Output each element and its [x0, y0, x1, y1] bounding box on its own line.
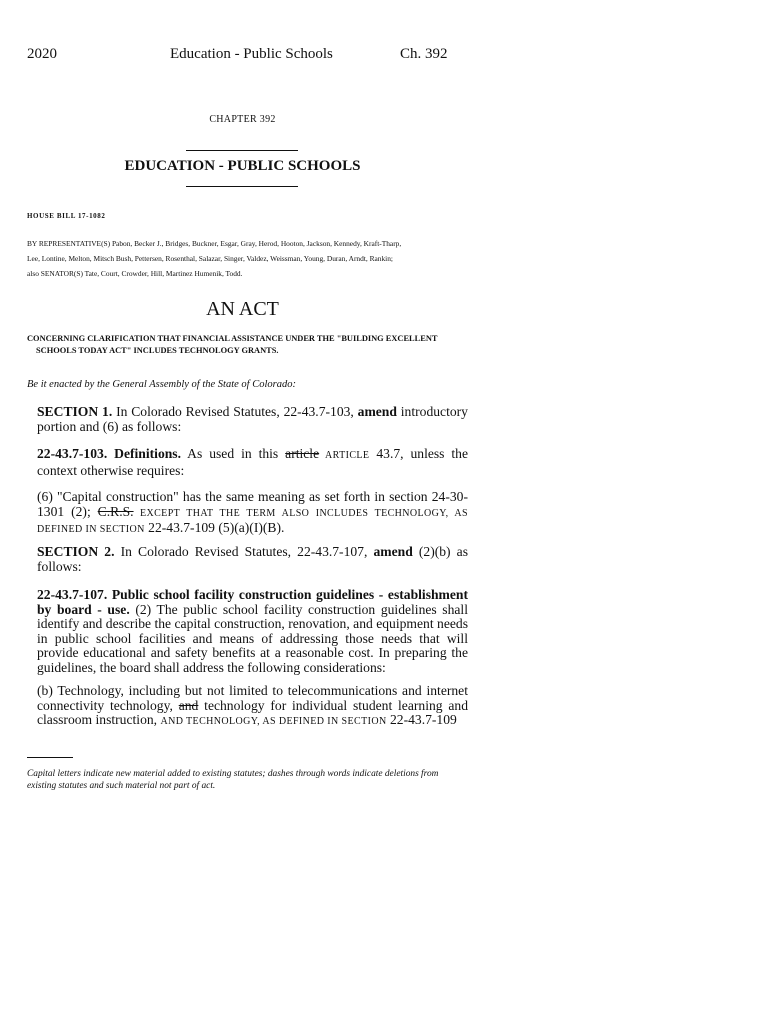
main-title: EDUCATION - PUBLIC SCHOOLS [124, 158, 361, 174]
guidelines-text: (2) The public school facility construction guidelines shall identify and describe the capital construction, renovation, and equipment needs in public school facilities and means of addressing those needs that will provide educational and safety benefits at a reasonable cost. In preparing the guidelines, the board shall address the following considerations: [37, 601, 468, 675]
technology-text: 22-43.7-109 [386, 712, 457, 727]
definitions-label: 22-43.7-103. Definitions. [37, 446, 181, 461]
section-1-paragraph [27, 405, 468, 434]
sponsors-line: also SENATOR(S) Tate, Court, Crowder, Hill, Martinez Humenik, Todd. [27, 269, 243, 278]
header-title: Education - Public Schools [170, 46, 333, 62]
title-rule-bottom [186, 186, 298, 187]
concerning-clause [27, 333, 458, 357]
chapter-label: CHAPTER 392 [209, 114, 276, 125]
section-1-label: SECTION 1. [37, 404, 113, 419]
deleted-text: and [178, 697, 199, 713]
section-1-text: introductory portion and (6) as follows: [37, 404, 468, 434]
footnote-rule [27, 757, 73, 758]
section-1-amend: amend [357, 404, 397, 419]
inserted-text: EXCEPT THAT THE TERM ALSO INCLUDES TECHNOLOGY, AS DEFINED IN SECTION [37, 507, 468, 535]
concerning-line: CONCERNING CLARIFICATION THAT FINANCIAL ASSISTANCE UNDER THE "BUILDING EXCELLENT [27, 334, 438, 343]
footnote: Capital letters indicate new material added to existing statutes; dashes through words indicate deletions from existing statutes and such material not part of act. [27, 769, 439, 791]
section-1-text: In Colorado Revised Statutes, 22-43.7-103, [112, 404, 358, 419]
header-chapter-ref: Ch. 392 [400, 46, 448, 62]
sponsors [27, 236, 458, 281]
technology-text: technology for individual student learning and classroom instruction, [37, 697, 468, 727]
concerning-line: SCHOOLS TODAY ACT" INCLUDES TECHNOLOGY GRANTS. [36, 346, 279, 355]
section-2-amend: amend [373, 544, 413, 559]
deleted-text: C.R.S. [97, 503, 134, 519]
act-heading: AN ACT [206, 298, 279, 320]
inserted-text: ARTICLE [319, 450, 370, 461]
guidelines-paragraph [27, 588, 468, 675]
sponsors-line: BY REPRESENTATIVE(S) Pabon, Becker J., Bridges, Buckner, Esgar, Gray, Herod, Hooton, Jackson, Kennedy, Kraft-Tharp, [27, 239, 402, 248]
capital-construction-paragraph [27, 490, 468, 538]
definitions-text: As used in this [181, 446, 286, 461]
section-2-text: (2)(b) as follows: [37, 544, 468, 574]
title-rule-top [186, 150, 298, 151]
section-2-label: SECTION 2. [37, 544, 115, 559]
header-year: 2020 [27, 46, 57, 62]
deleted-text: article [285, 446, 320, 461]
capital-text: 22-43.7-109 (5)(a)(I)(B). [144, 520, 285, 535]
technology-paragraph [27, 684, 468, 730]
bill-number: HOUSE BILL 17-1082 [27, 212, 106, 220]
enacting-clause: Be it enacted by the General Assembly of the State of Colorado: [27, 379, 296, 390]
capital-text: (6) "Capital construction" has the same meaning as set forth in section 24-30-1301 (2); [37, 489, 468, 519]
section-2-paragraph [27, 545, 468, 574]
definitions-text: 43.7, unless the context otherwise requires: [37, 446, 469, 478]
technology-text: (b) Technology, including but not limited to telecommunications and internet connectivity technology, [37, 683, 468, 713]
section-2-text: In Colorado Revised Statutes, 22-43.7-107, [114, 544, 374, 559]
guidelines-label: 22-43.7-107. Public school facility construction guidelines - establishment by board - use. [37, 587, 468, 617]
definitions-paragraph [27, 447, 468, 478]
inserted-text: AND TECHNOLOGY, AS DEFINED IN SECTION [160, 716, 387, 727]
sponsors-line: Lee, Lontine, Melton, Mitsch Bush, Pettersen, Rosenthal, Salazar, Singer, Valdez, Weissman, Young, Duran, Arndt, Rankin; [27, 254, 393, 263]
